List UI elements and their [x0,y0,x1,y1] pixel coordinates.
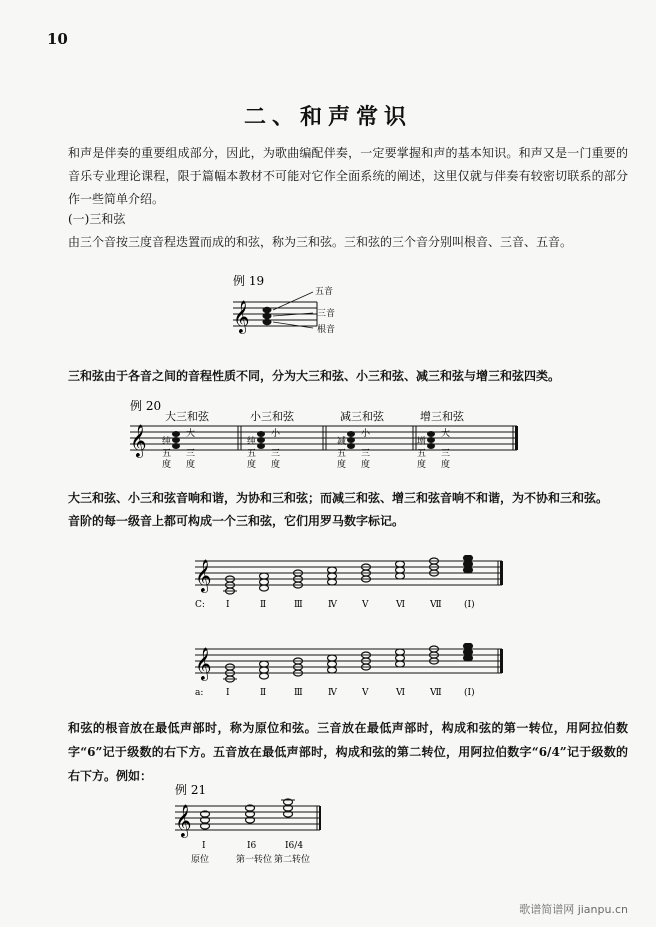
chord-note [396,561,405,567]
chord-note [396,661,405,667]
third-label: 三音 [317,309,336,319]
inversion-numeral: I [202,841,206,851]
chord-note [257,443,265,449]
chord-note [172,437,180,443]
roman-numeral: Ⅶ [430,600,442,610]
degree-label: 度 [441,460,451,470]
roman-numeral: Ⅳ [328,600,337,610]
chord-note [328,579,337,585]
triad-definition: 由三个音按三度音程迭置而成的和弦，称为三和弦。三和弦的三个音分别叫根音、三音、五音。 [68,235,573,249]
example-20-label: 例 20 [130,399,162,413]
chord-name: 减三和弦 [340,410,384,423]
chord-note [260,661,269,667]
roman-numeral: Ⅵ [396,688,406,698]
treble-clef-icon: 𝄞 [175,804,192,837]
chord-note [260,585,269,591]
roman-numeral: Ⅴ [362,600,369,610]
example-21-label: 例 21 [175,783,207,797]
roman-numeral: (Ⅰ) [464,600,475,610]
interval-upper-label: 大 [186,429,196,439]
treble-clef-icon: 𝄞 [195,559,212,592]
chord-note [396,649,405,655]
roman-numeral: I [226,688,230,698]
section-heading: (一)三和弦 [68,212,126,226]
chord-note [396,655,405,661]
interval-upper-label: 小 [361,429,371,439]
roman-numeral: (Ⅰ) [464,688,475,698]
chord-note [260,573,269,579]
chord-note [328,573,337,579]
chord-note [347,431,355,437]
example-19-staff [225,268,345,338]
inversion-numeral: I6 [247,841,257,851]
a-minor-triads-staff [190,643,510,703]
interval-lower-number: 五 [417,449,427,459]
interval-upper-label: 大 [441,429,451,439]
chord-note [464,555,473,561]
chord-note [464,643,473,649]
roman-numeral: Ⅶ [430,688,442,698]
chord-name: 增三和弦 [420,410,464,423]
chord-name: 小三和弦 [250,410,294,423]
roman-numeral: Ⅱ [260,688,267,698]
interval-upper-number: 三 [361,449,371,459]
example-19-label: 例 19 [233,274,265,288]
chord-note [464,567,473,573]
chord-note [260,667,269,673]
note-third [263,313,272,319]
chord-note [464,655,473,661]
chord-note [464,561,473,567]
degree-label: 度 [186,460,196,470]
roman-numeral: I [226,600,230,610]
interval-lower-label: 增 [417,437,427,447]
interval-lower-number: 五 [247,449,257,459]
note-fifth [263,307,272,313]
scale-degrees-paragraph: 音阶的每一级音上都可构成一个三和弦，它们用罗马数字标记。 [68,514,405,528]
treble-clef-icon: 𝄞 [195,647,212,680]
inversion-position-label: 原位 [191,855,210,865]
example-20-staff [125,398,525,470]
c-key-label: C: [195,600,205,610]
interval-lower-label: 纯 [247,437,257,447]
inversion-numeral: I6/4 [285,841,304,851]
interval-lower-label: 纯 [162,437,172,447]
chord-note [427,431,435,437]
chord-note [464,649,473,655]
page-title: 二、和声常识 [243,105,412,130]
chord-note [257,437,265,443]
chord-name: 大三和弦 [165,410,209,423]
treble-clef-icon: 𝄞 [130,424,147,457]
chord-note [260,673,269,679]
root-label: 根音 [317,325,336,335]
interval-lower-number: 五 [162,449,172,459]
chord-note [427,443,435,449]
roman-numeral: Ⅴ [362,688,369,698]
chord-note [396,567,405,573]
interval-lower-number: 五 [337,449,347,459]
interval-lower-label: 减 [337,437,347,447]
inversion-position-label: 第二转位 [274,855,311,865]
inversion-position-label: 第一转位 [236,855,273,865]
degree-label: 度 [361,460,371,470]
chord-note [260,579,269,585]
example-21-staff [170,780,330,868]
roman-numeral: Ⅱ [260,600,267,610]
chord-note [328,655,337,661]
chord-note [172,443,180,449]
interval-upper-number: 三 [441,449,451,459]
roman-numeral: Ⅳ [328,688,337,698]
fifth-label: 五音 [315,287,334,297]
degree-label: 度 [337,460,347,470]
chord-note [347,443,355,449]
roman-numeral: Ⅵ [396,600,406,610]
interval-upper-number: 三 [186,449,196,459]
interval-upper-label: 小 [271,429,281,439]
consonance-paragraph: 大三和弦、小三和弦音响和谐，为协和三和弦；而减三和弦、增三和弦音响不和谐，为不协和三和弦。 [68,491,609,505]
chord-note [328,567,337,573]
degree-label: 度 [247,460,257,470]
page-number: 10 [47,30,68,48]
triad-types-paragraph: 三和弦由于各音之间的音程性质不同，分为大三和弦、小三和弦、减三和弦与增三和弦四类。 [68,369,561,383]
c-major-triads-staff [190,555,510,615]
roman-numeral: Ⅲ [294,688,303,698]
a-key-label: a: [195,688,204,698]
chord-note [328,667,337,673]
roman-numeral: Ⅲ [294,600,303,610]
chord-note [427,437,435,443]
degree-label: 度 [162,460,172,470]
chord-note [172,431,180,437]
degree-label: 度 [417,460,427,470]
interval-upper-number: 三 [271,449,281,459]
watermark: 歌谱简谱网 jianpu.cn [519,903,628,916]
intro-paragraph: 和声是伴奏的重要组成部分，因此，为歌曲编配伴奏，一定要掌握和声的基本知识。和声又是一门重要的音乐专业理论课程，限于篇幅本教材不可能对它作全面系统的阐述，这里仅就与伴奏有较密切联系的部分作一些简单介绍。 [68,146,628,206]
note-root [263,319,272,325]
degree-label: 度 [271,460,281,470]
chord-note [328,661,337,667]
inversions-paragraph: 和弦的根音放在最低声部时，称为原位和弦。三音放在最低声部时，构成和弦的第一转位，用阿拉伯数字“6”记于级数的右下方。五音放在最低声部时，构成和弦的第二转位，用阿拉伯数字“6/4”记于级数的右下方。例如： [68,721,628,783]
treble-clef-icon: 𝄞 [233,300,250,333]
chord-note [347,437,355,443]
chord-note [396,573,405,579]
chord-note [257,431,265,437]
